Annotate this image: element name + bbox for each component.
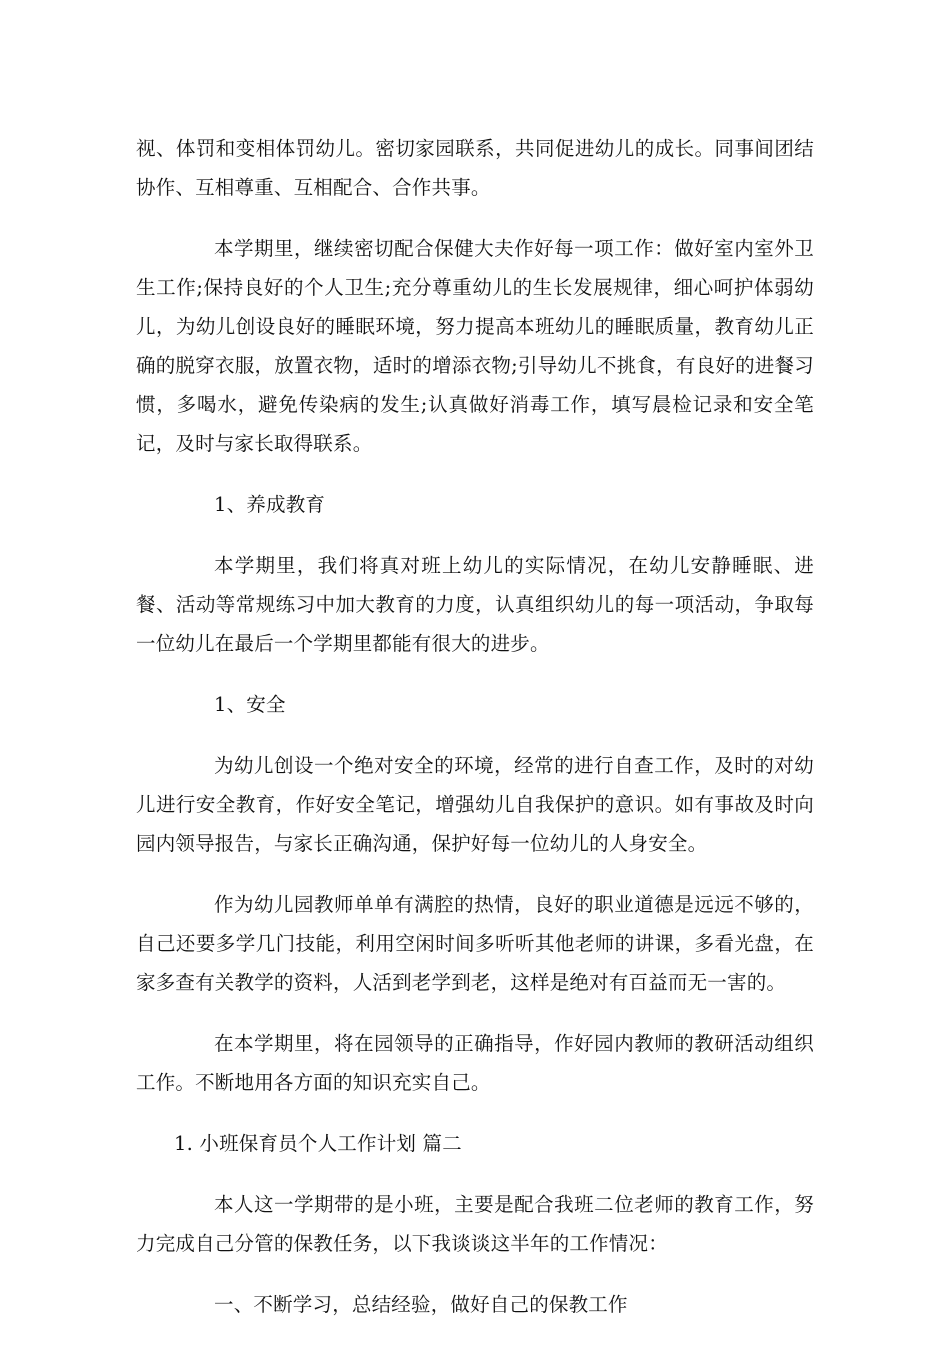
paragraph-research-activities: 在本学期里，将在园领导的正确指导，作好园内教师的教研活动组织工作。不断地用各方面的知识充实自己。 bbox=[136, 1032, 814, 1094]
section-heading-habit-education: 1、养成教育 bbox=[214, 493, 326, 516]
paragraph-habit-education: 本学期里，我们将真对班上幼儿的实际情况，在幼儿安静睡眠、进餐、活动等常规练习中加大教育的力度，认真组织幼儿的每一项活动，争取每一位幼儿在最后一个学期里都能有很大的进步。 bbox=[136, 554, 814, 655]
section-heading-continuous-learning: 一、不断学习，总结经验，做好自己的保教工作 bbox=[214, 1293, 628, 1316]
paragraph-self-improvement: 作为幼儿园教师单单有满腔的热情，良好的职业道德是远远不够的，自己还要多学几门技能，利用空闲时间多听听其他老师的讲课，多看光盘，在家多查有关教学的资料，人活到老学到老，这样是绝对有百益而无一害的。 bbox=[136, 893, 814, 994]
section-heading-safety: 1、安全 bbox=[214, 693, 286, 716]
paragraph-safety: 为幼儿创设一个绝对安全的环境，经常的进行自查工作，及时的对幼儿进行安全教育，作好安全笔记，增强幼儿自我保护的意识。如有事故及时向园内领导报告，与家长正确沟通，保护好每一位幼儿的人身安全。 bbox=[136, 754, 814, 855]
section-heading-plan-part-two: 1. 小班保育员个人工作计划 篇二 bbox=[174, 1132, 462, 1155]
document-page bbox=[136, 129, 814, 1346]
paragraph-continuation: 视、体罚和变相体罚幼儿。密切家园联系，共同促进幼儿的成长。同事间团结协作、互相尊重、互相配合、合作共事。 bbox=[136, 137, 814, 199]
paragraph-plan-intro: 本人这一学期带的是小班，主要是配合我班二位老师的教育工作，努力完成自己分管的保教任务，以下我谈谈这半年的工作情况： bbox=[136, 1193, 814, 1255]
paragraph-hygiene-work: 本学期里，继续密切配合保健大夫作好每一项工作：做好室内室外卫生工作;保持良好的个人卫生;充分尊重幼儿的生长发展规律，细心呵护体弱幼儿，为幼儿创设良好的睡眠环境，努力提高本班幼儿的睡眠质量，教育幼儿正确的脱穿衣服，放置衣物，适时的增添衣物;引导幼儿不挑食，有良好的进餐习惯，多喝水，避免传染病的发生;认真做好消毒工作，填写晨检记录和安全笔记，及时与家长取得联系。 bbox=[136, 237, 814, 455]
